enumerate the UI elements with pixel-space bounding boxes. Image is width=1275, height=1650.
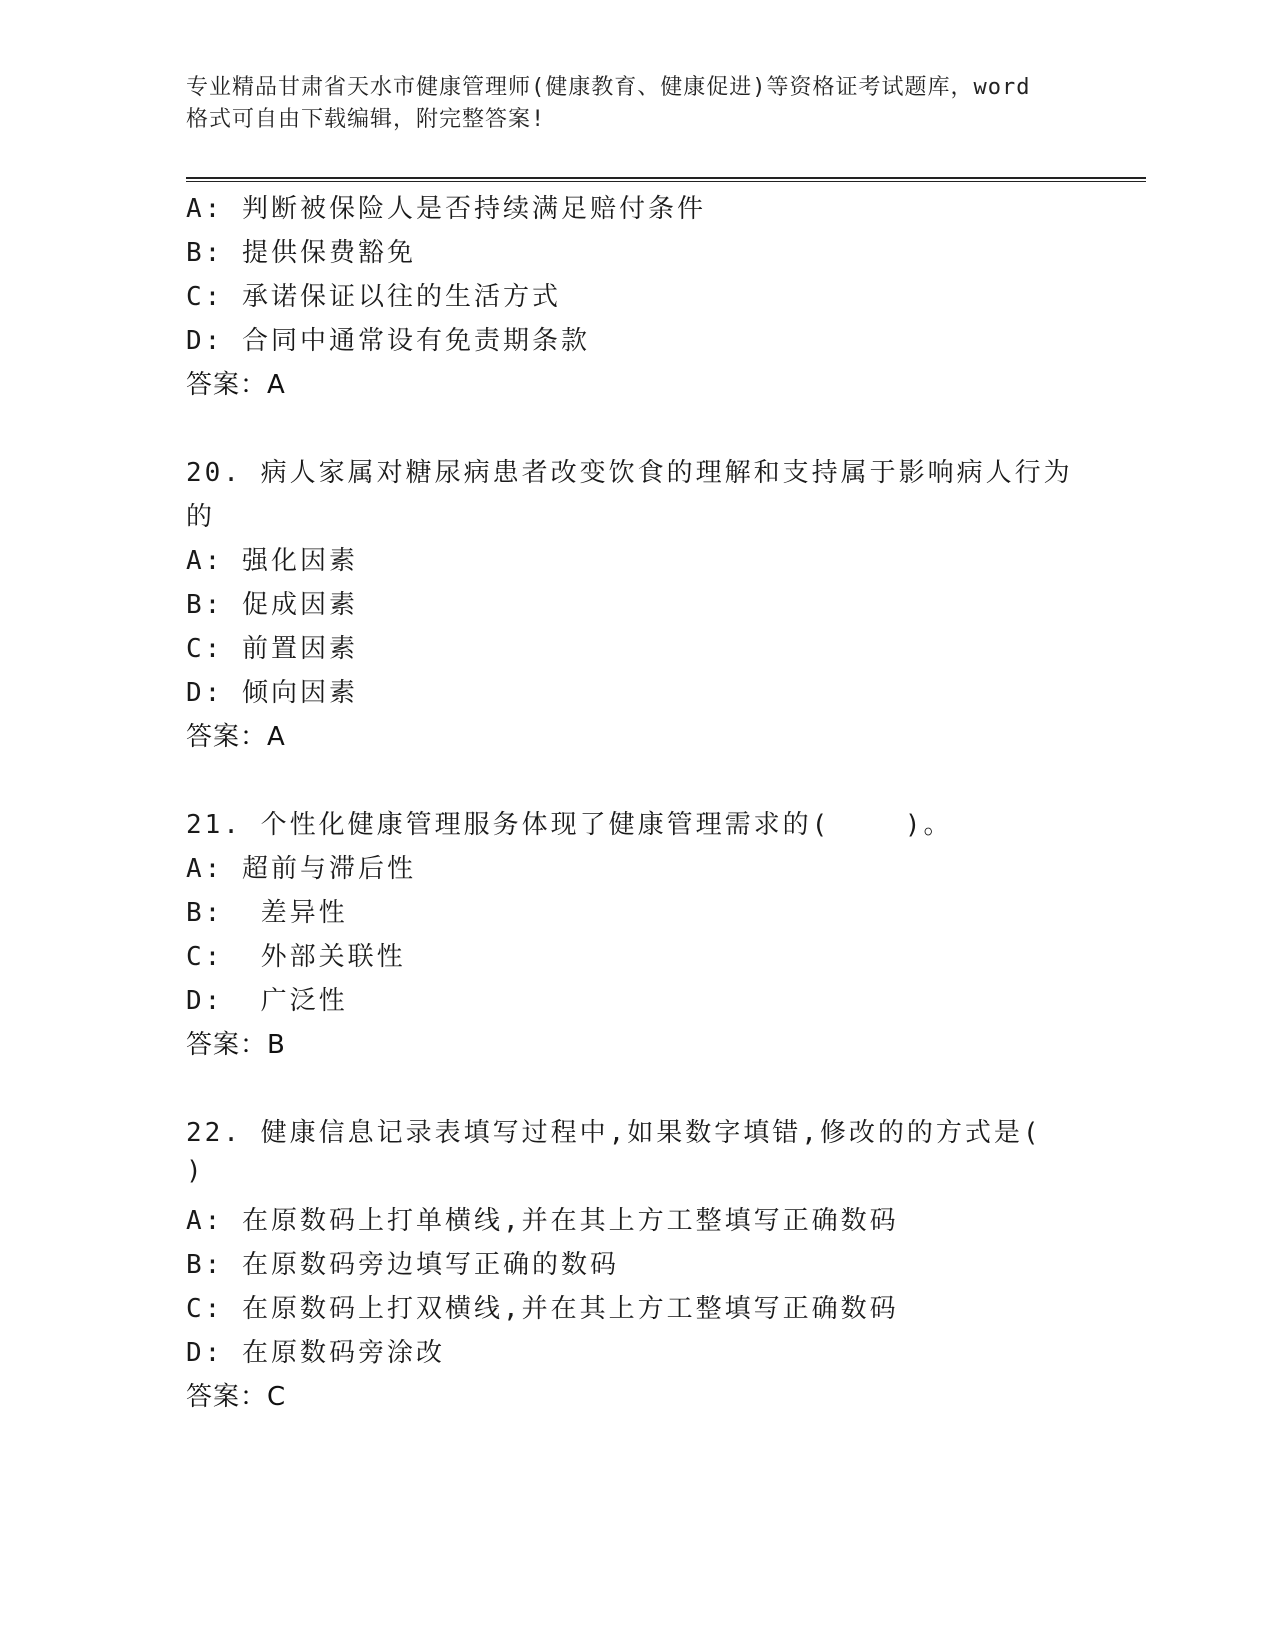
q20-option-a: A: 强化因素 bbox=[186, 546, 358, 576]
document-header bbox=[186, 72, 1086, 136]
q21-option-d: D: 广泛性 bbox=[186, 986, 348, 1016]
q19-option-a: A: 判断被保险人是否持续满足赔付条件 bbox=[186, 194, 706, 224]
q19-option-c: C: 承诺保证以往的生活方式 bbox=[186, 282, 561, 312]
q20-stem-line-1: 20. 病人家属对糖尿病患者改变饮食的理解和支持属于影响病人行为 bbox=[186, 458, 1073, 488]
header-divider bbox=[186, 177, 1146, 182]
q21-option-c: C: 外部关联性 bbox=[186, 942, 406, 972]
q22-option-d: D: 在原数码旁涂改 bbox=[186, 1338, 445, 1368]
q20-option-b: B: 促成因素 bbox=[186, 590, 358, 620]
q22-option-c: C: 在原数码上打双横线,并在其上方工整填写正确数码 bbox=[186, 1294, 899, 1324]
q22-answer: 答案：C bbox=[186, 1382, 287, 1412]
q20-option-d: D: 倾向因素 bbox=[186, 678, 358, 708]
q22-stem-line-2: ) bbox=[186, 1156, 205, 1186]
q19-option-b: B: 提供保费豁免 bbox=[186, 238, 416, 268]
q22-stem-line-1: 22. 健康信息记录表填写过程中,如果数字填错,修改的的方式是( bbox=[186, 1118, 1042, 1148]
q21-answer: 答案：B bbox=[186, 1030, 286, 1060]
q20-option-c: C: 前置因素 bbox=[186, 634, 358, 664]
q22-option-a: A: 在原数码上打单横线,并在其上方工整填写正确数码 bbox=[186, 1206, 899, 1236]
q20-stem-line-2: 的 bbox=[186, 502, 216, 532]
q21-stem: 21. 个性化健康管理服务体现了健康管理需求的( )。 bbox=[186, 810, 953, 840]
header-line-2: 格式可自由下载编辑，附完整答案! bbox=[186, 107, 546, 132]
q22-option-b: B: 在原数码旁边填写正确的数码 bbox=[186, 1250, 619, 1280]
q21-option-b: B: 差异性 bbox=[186, 898, 348, 928]
q19-option-d: D: 合同中通常设有免责期条款 bbox=[186, 326, 590, 356]
header-line-1: 专业精品甘肃省天水市健康管理师(健康教育、健康促进)等资格证考试题库，word bbox=[186, 75, 1031, 100]
q20-answer: 答案：A bbox=[186, 722, 286, 752]
q19-answer: 答案：A bbox=[186, 370, 286, 400]
q21-option-a: A: 超前与滞后性 bbox=[186, 854, 416, 884]
